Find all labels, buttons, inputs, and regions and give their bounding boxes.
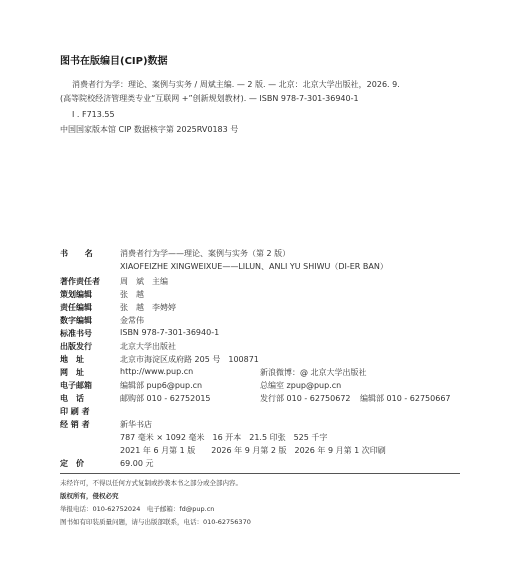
responsible-editor-value: 张 越 李娉婷 [120, 303, 176, 312]
address-value: 北京市海淀区成府路 205 号 100871 [120, 355, 259, 364]
price-value: 69.00 元 [120, 459, 154, 468]
phone-editorial: 编辑部 010 - 62750667 [360, 394, 451, 403]
weibo-value: 新浪微博：@ 北京大学出版社 [260, 368, 367, 377]
rights-reserved: 版权所有，侵权必究 [60, 492, 119, 500]
row-phone [60, 393, 480, 405]
cip-line-2: (高等院校经济管理类专业“互联网 +”创新规划教材). — ISBN 978-7-301-36940-1 [60, 94, 359, 103]
edition-value: 2021 年 6 月第 1 版 2026 年 9 月第 2 版 2026 年 9 月第 1 次印刷 [120, 446, 386, 455]
specs-value: 787 毫米 × 1092 毫米 16 开本 21.5 印张 525 千字 [120, 433, 328, 442]
row-isbn [60, 328, 480, 340]
planning-editor-value: 张 越 [120, 290, 144, 299]
footer-divider [60, 473, 460, 474]
book-title-label: 书 名 [60, 249, 93, 258]
general-office-email: 总编室 zpup@pup.cn [260, 381, 342, 390]
website-value: http://www.pup.cn [120, 367, 194, 376]
row-email [60, 380, 480, 392]
row-address [60, 354, 480, 366]
planning-editor-label: 策划编辑 [60, 290, 92, 299]
isbn-value: ISBN 978-7-301-36940-1 [120, 328, 220, 337]
distributor-label: 经 销 者 [60, 420, 90, 429]
row-specs [60, 432, 480, 444]
publisher-label: 出版发行 [60, 342, 92, 351]
row-book-title [60, 248, 480, 260]
row-responsible-editor [60, 302, 480, 314]
digital-editor-value: 金常伟 [120, 316, 144, 325]
row-planning-editor [60, 289, 480, 301]
distributor-value: 新华书店 [120, 420, 152, 429]
row-publisher [60, 341, 480, 353]
editor-value: 周 斌 主编 [120, 277, 168, 286]
copyright-notice: 未经许可，不得以任何方式复制或抄袭本书之部分或全部内容。 [60, 479, 242, 487]
book-title-value: 消费者行为学——理论、案例与实务（第 2 版） [120, 249, 291, 258]
row-website [60, 367, 480, 379]
quality-contact: 图书如有印装质量问题，请与出版部联系，电话：010-62756370 [60, 518, 251, 526]
phone-distribution: 发行部 010 - 62750672 [260, 394, 351, 403]
price-label: 定 价 [60, 459, 84, 468]
isbn-label: 标准书号 [60, 329, 92, 338]
row-distributor [60, 419, 480, 431]
row-pinyin-title [60, 261, 480, 273]
pinyin-title-value: XIAOFEIZHE XINGWEIXUE——LILUN、ANLI YU SHIWU（DI-ER BAN） [120, 262, 388, 271]
phone-label: 电 话 [60, 394, 84, 403]
cip-line-3: I . F713.55 [72, 110, 115, 119]
report-contact: 举报电话：010-62752024 电子邮箱：fd@pup.cn [60, 505, 215, 513]
row-digital-editor [60, 315, 480, 327]
cip-line-1: 消费者行为学：理论、案例与实务 / 周斌主编. — 2 版. — 北京：北京大学出版社，2026. 9. [72, 80, 400, 89]
printer-label: 印 刷 者 [60, 407, 90, 416]
email-label: 电子邮箱 [60, 381, 92, 390]
cip-line-4: 中国国家版本馆 CIP 数据核字第 2025RV0183 号 [60, 125, 239, 134]
editor-label: 著作责任者 [60, 277, 100, 286]
phone-mail-order: 邮购部 010 - 62752015 [120, 394, 211, 403]
cip-heading: 图书在版编目(CIP)数据 [60, 56, 168, 67]
row-edition [60, 445, 480, 457]
website-label: 网 址 [60, 368, 84, 377]
email-value: 编辑部 pup6@pup.cn [120, 381, 203, 390]
responsible-editor-label: 责任编辑 [60, 303, 92, 312]
row-price [60, 458, 480, 470]
row-editor [60, 276, 480, 288]
row-printer [60, 406, 480, 418]
publisher-value: 北京大学出版社 [120, 342, 176, 351]
address-label: 地 址 [60, 355, 84, 364]
digital-editor-label: 数字编辑 [60, 316, 92, 325]
